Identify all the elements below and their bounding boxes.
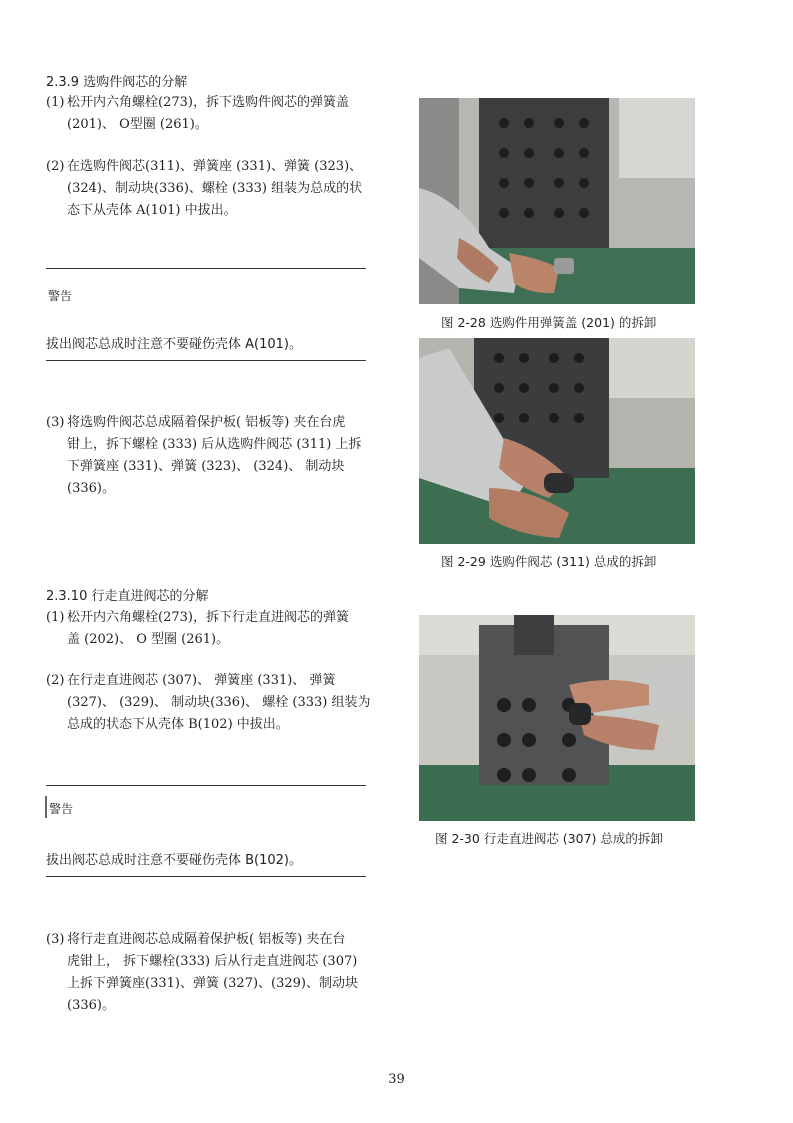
step-number: (2)	[46, 159, 65, 174]
step-1	[46, 92, 371, 136]
step-line: 总成的状态下从壳体 B(102) 中拔出。	[67, 717, 289, 732]
step-line: (201)、 O型圈 (261)。	[67, 117, 208, 132]
step-1	[46, 607, 371, 651]
step-2	[46, 670, 371, 736]
step-number: (1)	[46, 95, 65, 110]
step-line: (336)。	[67, 481, 115, 496]
step-line: 钳上，拆下螺栓 (333) 后从选购件阀芯 (311) 上拆	[67, 437, 362, 452]
figure-caption: 图 2-30 行走直进阀芯 (307) 总成的拆卸	[435, 831, 663, 846]
step-line: 虎钳上， 拆下螺栓(333) 后从行走直进阀芯 (307)	[67, 954, 358, 969]
step-line: 下弹簧座 (331)、弹簧 (323)、 (324)、 制动块	[67, 459, 345, 474]
step-3	[46, 929, 371, 1017]
page-number: 39	[388, 1072, 405, 1087]
warning-marker	[45, 796, 47, 818]
warning-text: 拔出阀芯总成时注意不要碰伤壳体 A(101)。	[46, 337, 302, 352]
step-line: 将选购件阀芯总成隔着保护板( 铝板等) 夹在台虎	[67, 415, 346, 430]
figure-caption: 图 2-29 选购件阀芯 (311) 总成的拆卸	[441, 554, 657, 569]
step-number: (1)	[46, 610, 65, 625]
step-line: 将行走直进阀芯总成隔着保护板( 铝板等) 夹在台	[67, 932, 346, 947]
figure-caption: 图 2-28 选购件用弹簧盖 (201) 的拆卸	[441, 315, 657, 330]
warning-text: 拔出阀芯总成时注意不要碰伤壳体 B(102)。	[46, 853, 303, 868]
warning-bottom-rule	[46, 360, 366, 361]
step-number: (3)	[46, 415, 65, 430]
step-number: (2)	[46, 673, 65, 688]
step-3	[46, 412, 371, 500]
warning-bottom-rule	[46, 876, 366, 877]
step-line: 松开内六角螺栓(273)，拆下行走直进阀芯的弹簧	[67, 610, 349, 625]
photo-option-spool-removal	[419, 338, 695, 544]
section-heading-2-3-10: 2.3.10 行走直进阀芯的分解	[46, 589, 209, 604]
step-line: 在选购件阀芯(311)、弹簧座 (331)、弹簧 (323)、	[67, 159, 363, 174]
step-line: 态下从壳体 A(101) 中拔出。	[67, 203, 237, 218]
warning-top-rule	[46, 268, 366, 269]
step-line: 盖 (202)、 O 型圈 (261)。	[67, 632, 230, 647]
section-heading-2-3-9: 2.3.9 选购件阀芯的分解	[46, 75, 188, 90]
warning-top-rule	[46, 785, 366, 786]
photo-spring-cover-removal	[419, 98, 695, 304]
step-2	[46, 156, 371, 222]
step-line: 上拆下弹簧座(331)、弹簧 (327)、(329)、制动块	[67, 976, 359, 991]
step-line: (327)、 (329)、 制动块(336)、 螺栓 (333) 组装为	[67, 695, 371, 710]
photo-travel-spool-removal	[419, 615, 695, 821]
warning-title: 警告	[48, 289, 73, 303]
step-line: (336)。	[67, 998, 115, 1013]
step-line: (324)、制动块(336)、螺栓 (333) 组装为总成的状	[67, 181, 363, 196]
step-line: 松开内六角螺栓(273)，拆下选购件阀芯的弹簧盖	[67, 95, 349, 110]
step-number: (3)	[46, 932, 65, 947]
warning-title: 警告	[49, 802, 74, 816]
step-line: 在行走直进阀芯 (307)、 弹簧座 (331)、 弹簧	[67, 673, 336, 688]
